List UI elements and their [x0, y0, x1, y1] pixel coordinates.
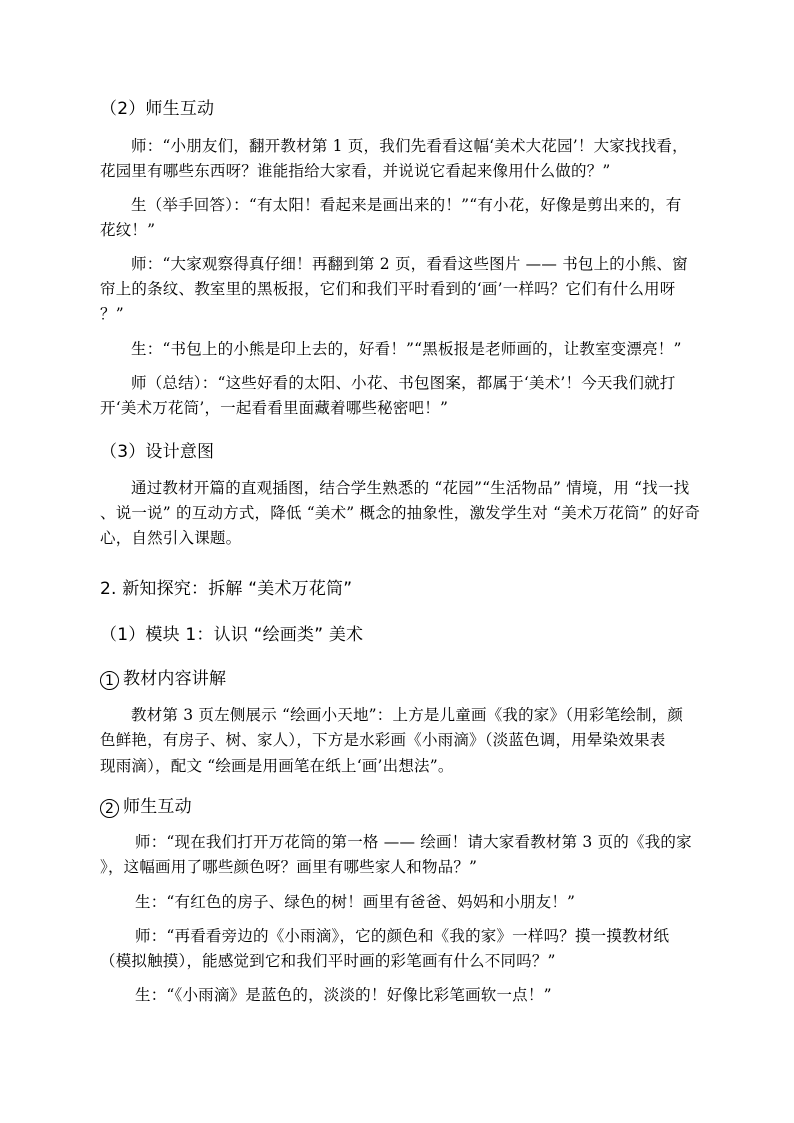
- paragraph-line: 师：“大家观察得真仔细！再翻到第 2 页，看看这些图片 —— 书包上的小熊、窗: [131, 255, 688, 273]
- subheading-teacher-student: [100, 796, 192, 818]
- paragraph-line: 色鲜艳，有房子、树、家人），下方是水彩画《小雨滴》（淡蓝色调，用晕染效果表: [100, 731, 666, 749]
- paragraph-line: ？”: [100, 305, 124, 323]
- subheading-textbook-explanation: [100, 668, 226, 690]
- paragraph-line: 通过教材开篇的直观插图，结合学生熟悉的 “花园”“生活物品” 情境，用 “找一找: [131, 479, 690, 497]
- paragraph-line: 帘上的条纹、教室里的黑板报，它们和我们平时看到的‘画’一样吗？它们有什么用呀: [100, 280, 676, 298]
- paragraph-line: 生：“有红色的房子、绿色的树！画里有爸爸、妈妈和小朋友！”: [135, 893, 576, 911]
- paragraph-line: 花园里有哪些东西呀？谁能指给大家看，并说说它看起来像用什么做的？”: [100, 162, 611, 180]
- paragraph-line: 生：“《小雨滴》是蓝色的，淡淡的！好像比彩笔画软一点！”: [135, 986, 552, 1004]
- paragraph-line: 》，这幅画用了哪些颜色呀？画里有哪些家人和物品？”: [100, 858, 478, 876]
- paragraph-line: 花纹！”: [100, 221, 156, 239]
- paragraph-line: 师：“现在我们打开万花筒的第一格 —— 绘画！请大家看教材第 3 页的《我的家: [135, 833, 692, 851]
- section-heading-design: （3）设计意图: [100, 442, 215, 462]
- paragraph-line: 现雨滴），配文 “绘画是用画笔在纸上‘画’出想法”。: [100, 757, 454, 775]
- subheading-label: 师生互动: [123, 797, 192, 817]
- circled-number-1: 1: [100, 671, 119, 690]
- paragraph-line: 生（举手回答）：“有太阳！看起来是画出来的！”“有小花，好像是剪出来的，有: [131, 196, 682, 214]
- paragraph-line: 师：“再看看旁边的《小雨滴》，它的颜色和《我的家》一样吗？摸一摸教材纸: [135, 927, 670, 945]
- circled-number-2: 2: [100, 799, 119, 818]
- paragraph-line: 师：“小朋友们，翻开教材第 1 页，我们先看看这幅‘美术大花园’！大家找找看，: [131, 137, 688, 155]
- paragraph-line: 开‘美术万花筒’，一起看看里面藏着哪些秘密吧！”: [100, 399, 449, 417]
- section-heading-module1: （1）模块 1：认识 “绘画类” 美术: [100, 625, 364, 645]
- paragraph-line: 教材第 3 页左侧展示 “绘画小天地”：上方是儿童画《我的家》（用彩笔绘制，颜: [131, 706, 684, 724]
- paragraph-line: （模拟触摸），能感觉到它和我们平时画的彩笔画有什么不同吗？”: [100, 952, 556, 970]
- paragraph-line: 、说一说” 的互动方式，降低 “美术” 概念的抽象性，激发学生对 “美术万花筒” 的好奇: [100, 504, 701, 522]
- paragraph-line: 师（总结）：“这些好看的太阳、小花、书包图案，都属于‘美术’！今天我们就打: [131, 374, 676, 392]
- paragraph-line: 心，自然引入课题。: [100, 529, 242, 547]
- section-heading-explore: 2. 新知探究：拆解 “美术万花筒”: [100, 579, 353, 599]
- subheading-label: 教材内容讲解: [123, 669, 227, 689]
- paragraph-line: 生：“书包上的小熊是印上去的，好看！”“黑板报是老师画的，让教室变漂亮！”: [131, 340, 682, 358]
- section-heading-interaction: （2）师生互动: [100, 99, 215, 119]
